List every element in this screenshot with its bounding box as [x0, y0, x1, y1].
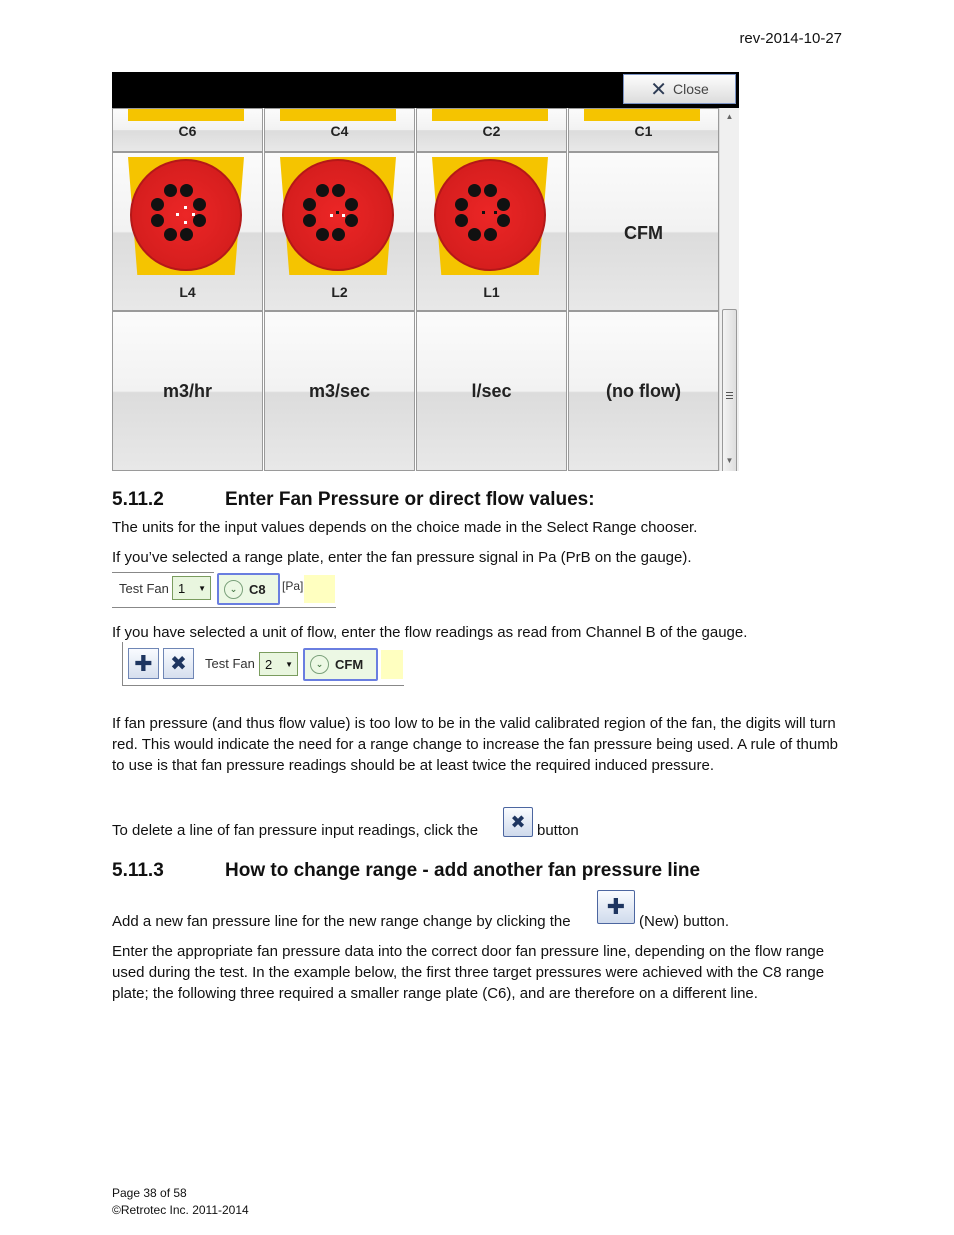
range-plate-icon — [282, 159, 394, 271]
close-icon: ✕ — [650, 78, 667, 101]
copyright: ©Retrotec Inc. 2011-2014 — [112, 1203, 249, 1217]
range-tile-l2[interactable] — [264, 152, 415, 311]
range-selector-button[interactable] — [217, 573, 280, 605]
close-icon: ✖ — [170, 653, 187, 675]
range-tile-label: CFM — [624, 223, 663, 243]
delete-line-button-inline[interactable] — [503, 807, 533, 837]
paragraph: The units for the input values depends on the choice made in the Select Range chooser. — [112, 519, 698, 536]
close-button-label: Close — [672, 81, 709, 97]
add-line-button[interactable] — [128, 648, 159, 679]
flow-reading-input[interactable] — [381, 650, 403, 679]
range-tile-label: C1 — [634, 123, 653, 139]
range-chooser — [112, 72, 739, 471]
section-number: 5.11.3 — [112, 860, 164, 881]
range-tile-m3hr[interactable] — [112, 311, 263, 471]
range-tile-c6[interactable] — [112, 108, 263, 152]
close-button[interactable] — [623, 74, 736, 104]
fan-pressure-input[interactable] — [304, 575, 335, 603]
range-tile-label: C6 — [178, 123, 197, 139]
fan-number-value: 2 — [265, 656, 273, 672]
paragraph: Enter the appropriate fan pressure data into the correct door fan pressure line, depending on the flow range used during the test. In the example below, the first three target pressures were achieved with the C8 range plate; the following three required a smaller range plate (C6), and are therefore on a different line. — [112, 943, 825, 1002]
chevron-down-icon: ⌄ — [224, 580, 243, 599]
section-title: Enter Fan Pressure or direct flow values: — [225, 489, 595, 510]
range-tile-label: C2 — [482, 123, 501, 139]
fan-pressure-line-flow — [122, 642, 404, 687]
unit-label: [Pa] — [282, 579, 304, 593]
paragraph: If fan pressure (and thus flow value) is too low to be in the valid calibrated region of the fan, the digits will turn red. This would indicate the need for a range change to increase the fan pressure being used. A rule of thumb to use is that fan pressure readings should be at least twice the required induced pressure. — [112, 715, 839, 774]
range-plate-icon — [434, 159, 546, 271]
range-tile-label: (no flow) — [606, 381, 681, 401]
range-tile-cfm[interactable] — [568, 152, 719, 311]
test-fan-label: Test Fan — [119, 581, 169, 596]
paragraph-text: button — [537, 822, 579, 839]
range-tile-l1[interactable] — [416, 152, 567, 311]
range-tile-m3sec[interactable] — [264, 311, 415, 471]
paragraph-text: (New) button. — [639, 913, 730, 930]
new-line-button-inline[interactable] — [597, 890, 635, 924]
paragraph-text: To delete a line of fan pressure input readings, click the — [112, 822, 479, 839]
revision-label: rev-2014-10-27 — [739, 30, 842, 47]
dropdown-arrow-icon: ▼ — [198, 583, 206, 593]
section-number: 5.11.2 — [112, 489, 164, 510]
range-tile-c2[interactable] — [416, 108, 567, 152]
section-title: How to change range - add another fan pressure line — [225, 860, 701, 881]
plus-icon: ✚ — [606, 894, 626, 919]
range-tile-label: m3/sec — [308, 381, 371, 401]
range-tile-label: L1 — [483, 284, 500, 300]
range-plate-icon — [130, 159, 242, 271]
delete-line-button[interactable] — [163, 648, 194, 679]
plate-top-icon — [128, 109, 244, 121]
scroll-down-icon[interactable]: ▼ — [725, 456, 734, 465]
range-selector-button[interactable] — [303, 648, 378, 681]
chooser-scrollbar[interactable] — [719, 108, 739, 471]
range-value: CFM — [335, 657, 364, 672]
range-tile-lsec[interactable] — [416, 311, 567, 471]
scrollbar-thumb[interactable] — [722, 309, 737, 471]
close-icon: ✖ — [510, 811, 526, 832]
range-tile-no-flow[interactable] — [568, 311, 719, 471]
plate-top-icon — [280, 109, 396, 121]
paragraph: If you have selected a unit of flow, enter the flow readings as read from Channel B of the gauge. — [112, 624, 748, 641]
test-fan-label: Test Fan — [205, 656, 255, 671]
page-number: Page 38 of 58 — [112, 1186, 187, 1200]
chevron-down-icon: ⌄ — [310, 655, 329, 674]
fan-number-select[interactable] — [172, 576, 211, 600]
fan-number-value: 1 — [178, 580, 186, 596]
paragraph-text: Add a new fan pressure line for the new range change by clicking the — [112, 913, 571, 930]
plus-icon: ✚ — [134, 650, 153, 676]
range-tile-label: m3/hr — [162, 381, 213, 401]
fan-number-select[interactable] — [259, 652, 298, 676]
range-tile-c4[interactable] — [264, 108, 415, 152]
dropdown-arrow-icon: ▼ — [285, 659, 293, 669]
plate-top-icon — [432, 109, 548, 121]
range-tile-label: C4 — [330, 123, 349, 139]
range-tile-c1[interactable] — [568, 108, 719, 152]
range-value: C8 — [249, 581, 266, 597]
scroll-up-icon[interactable]: ▲ — [725, 112, 734, 121]
plate-top-icon — [584, 109, 700, 121]
range-tile-label: L4 — [179, 284, 196, 300]
range-tile-label: l/sec — [471, 381, 512, 401]
range-tile-label: L2 — [331, 284, 348, 300]
fan-pressure-line-plate — [112, 572, 336, 610]
paragraph-delete-instruction — [112, 820, 842, 841]
paragraph: If you’ve selected a range plate, enter the fan pressure signal in Pa (PrB on the gauge). — [112, 549, 692, 566]
range-tile-l4[interactable] — [112, 152, 263, 311]
